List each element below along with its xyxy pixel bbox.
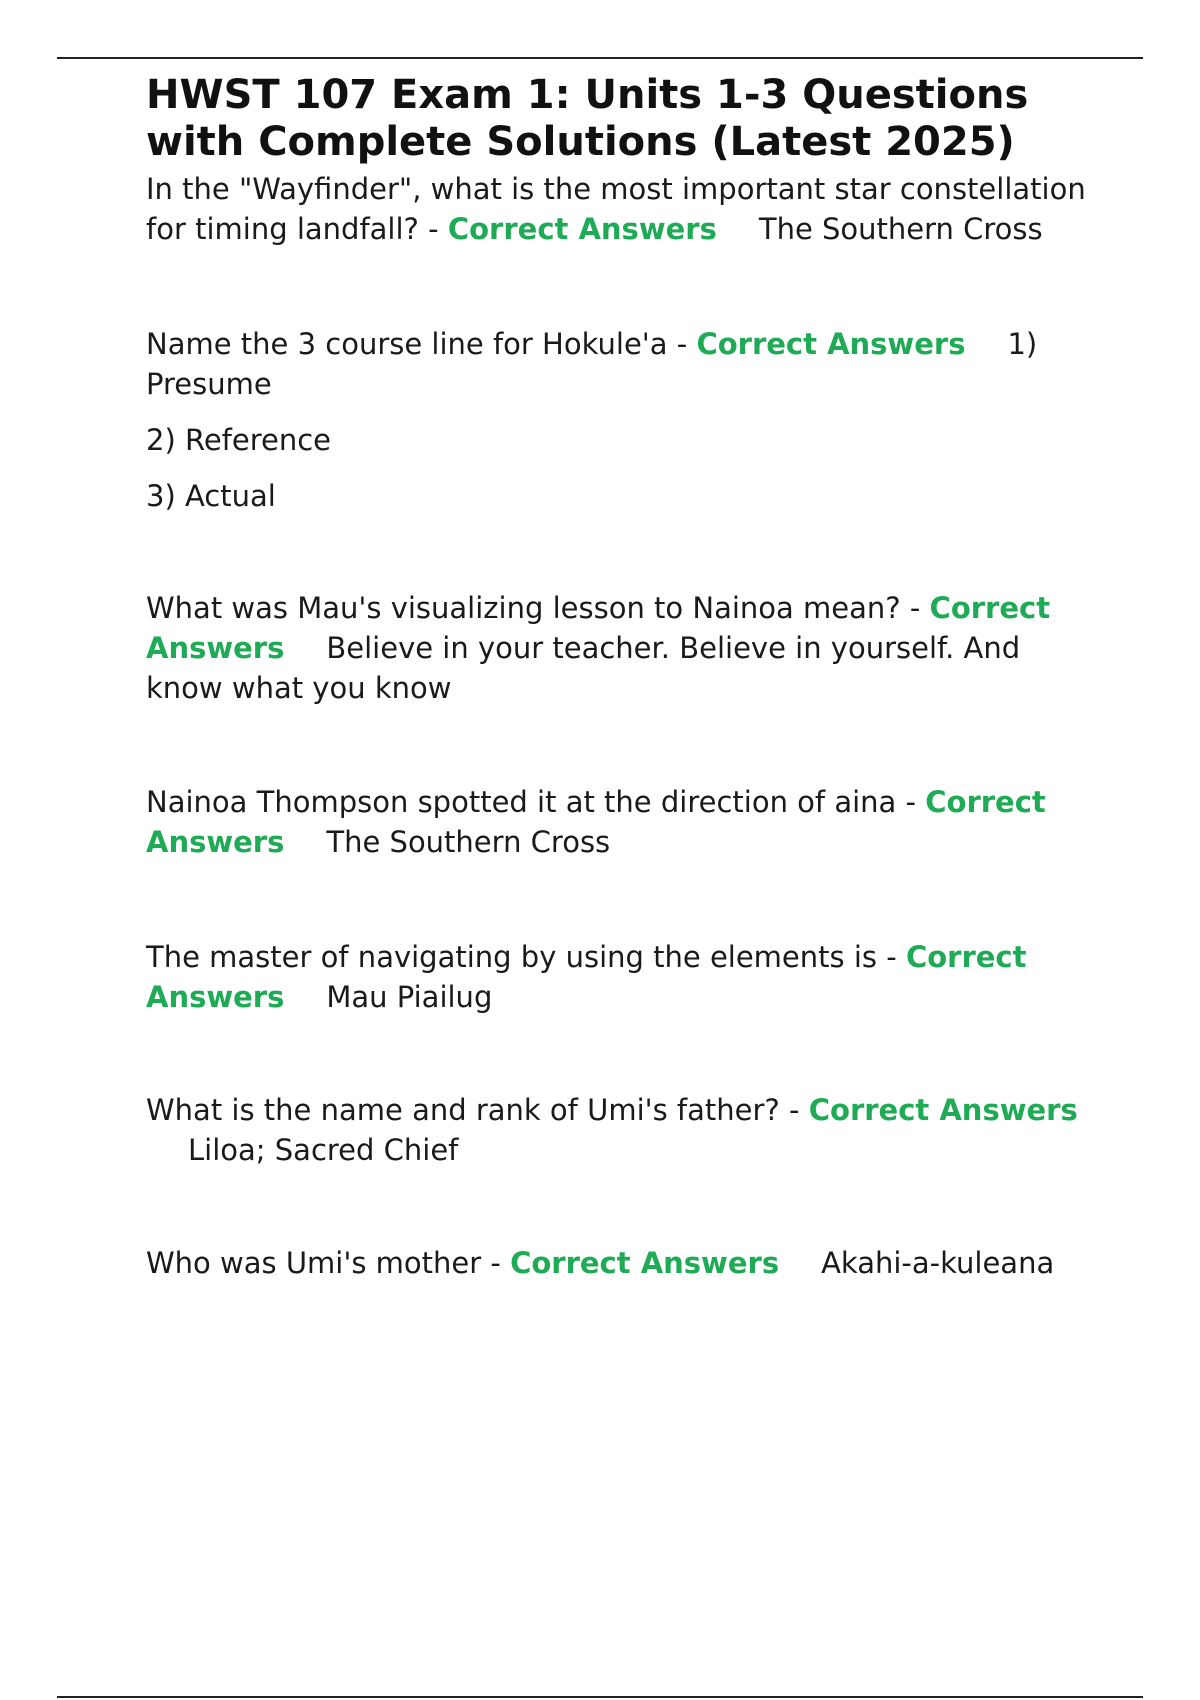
separator: - <box>418 212 448 246</box>
answer-line: 2) Reference <box>146 423 332 457</box>
document-body <box>146 72 1096 1283</box>
question-text: Who was Umi's mother <box>146 1246 482 1280</box>
qa-line <box>146 588 1096 708</box>
question-text: In the "Wayfinder", what is the most important star constellation for timing landfall? <box>146 172 1086 246</box>
question-text: What was Mau's visualizing lesson to Nainoa mean? <box>146 591 901 625</box>
correct-answers-label: Correct Answers <box>696 327 966 361</box>
bottom-rule <box>57 1696 1143 1698</box>
correct-answers-label: Correct Answers <box>447 212 717 246</box>
qa-item <box>146 1243 1096 1283</box>
separator: - <box>779 1093 809 1127</box>
document-title: HWST 107 Exam 1: Units 1-3 Questions with Complete Solutions (Latest 2025) <box>146 72 1029 165</box>
correct-answers-label: Correct Answers <box>146 591 1051 665</box>
question-text: What is the name and rank of Umi's father? <box>146 1093 780 1127</box>
qa-line <box>146 1090 1096 1170</box>
answer-text: Akahi-a-kuleana <box>821 1246 1055 1280</box>
question-text: Nainoa Thompson spotted it at the direction of aina <box>146 785 897 819</box>
answer-text: The Southern Cross <box>758 212 1043 246</box>
qa-line <box>146 937 1096 1017</box>
qa-line <box>146 782 1096 862</box>
answer-text: Believe in your teacher. Believe in yourself. And know what you know <box>146 631 1021 705</box>
answer-text: Liloa; Sacred Chief <box>188 1133 459 1167</box>
answer-text: 1) Presume <box>146 327 1038 401</box>
correct-answers-label: Correct Answers <box>146 785 1046 859</box>
answer-line: 3) Actual <box>146 479 276 513</box>
qa-item <box>146 937 1096 1017</box>
qa-line <box>146 324 1096 404</box>
correct-answers-label: Correct Answers <box>146 940 1027 1014</box>
separator: - <box>877 940 906 974</box>
answer-text: Mau Piailug <box>326 980 493 1014</box>
qa-item <box>146 1090 1096 1170</box>
separator: - <box>667 327 697 361</box>
question-text: The master of navigating by using the elements is <box>146 940 878 974</box>
separator: - <box>900 591 930 625</box>
correct-answers-label: Correct Answers <box>510 1246 780 1280</box>
qa-item <box>146 782 1096 862</box>
answer-text: The Southern Cross <box>326 825 611 859</box>
separator: - <box>481 1246 511 1280</box>
qa-item <box>146 169 1096 249</box>
qa-line <box>146 169 1096 249</box>
correct-answers-label: Correct Answers <box>808 1093 1078 1127</box>
question-text: Name the 3 course line for Hokule'a <box>146 327 668 361</box>
top-rule <box>57 57 1143 59</box>
qa-item <box>146 324 1096 516</box>
qa-item <box>146 588 1096 708</box>
separator: - <box>896 785 926 819</box>
qa-line <box>146 1243 1096 1283</box>
